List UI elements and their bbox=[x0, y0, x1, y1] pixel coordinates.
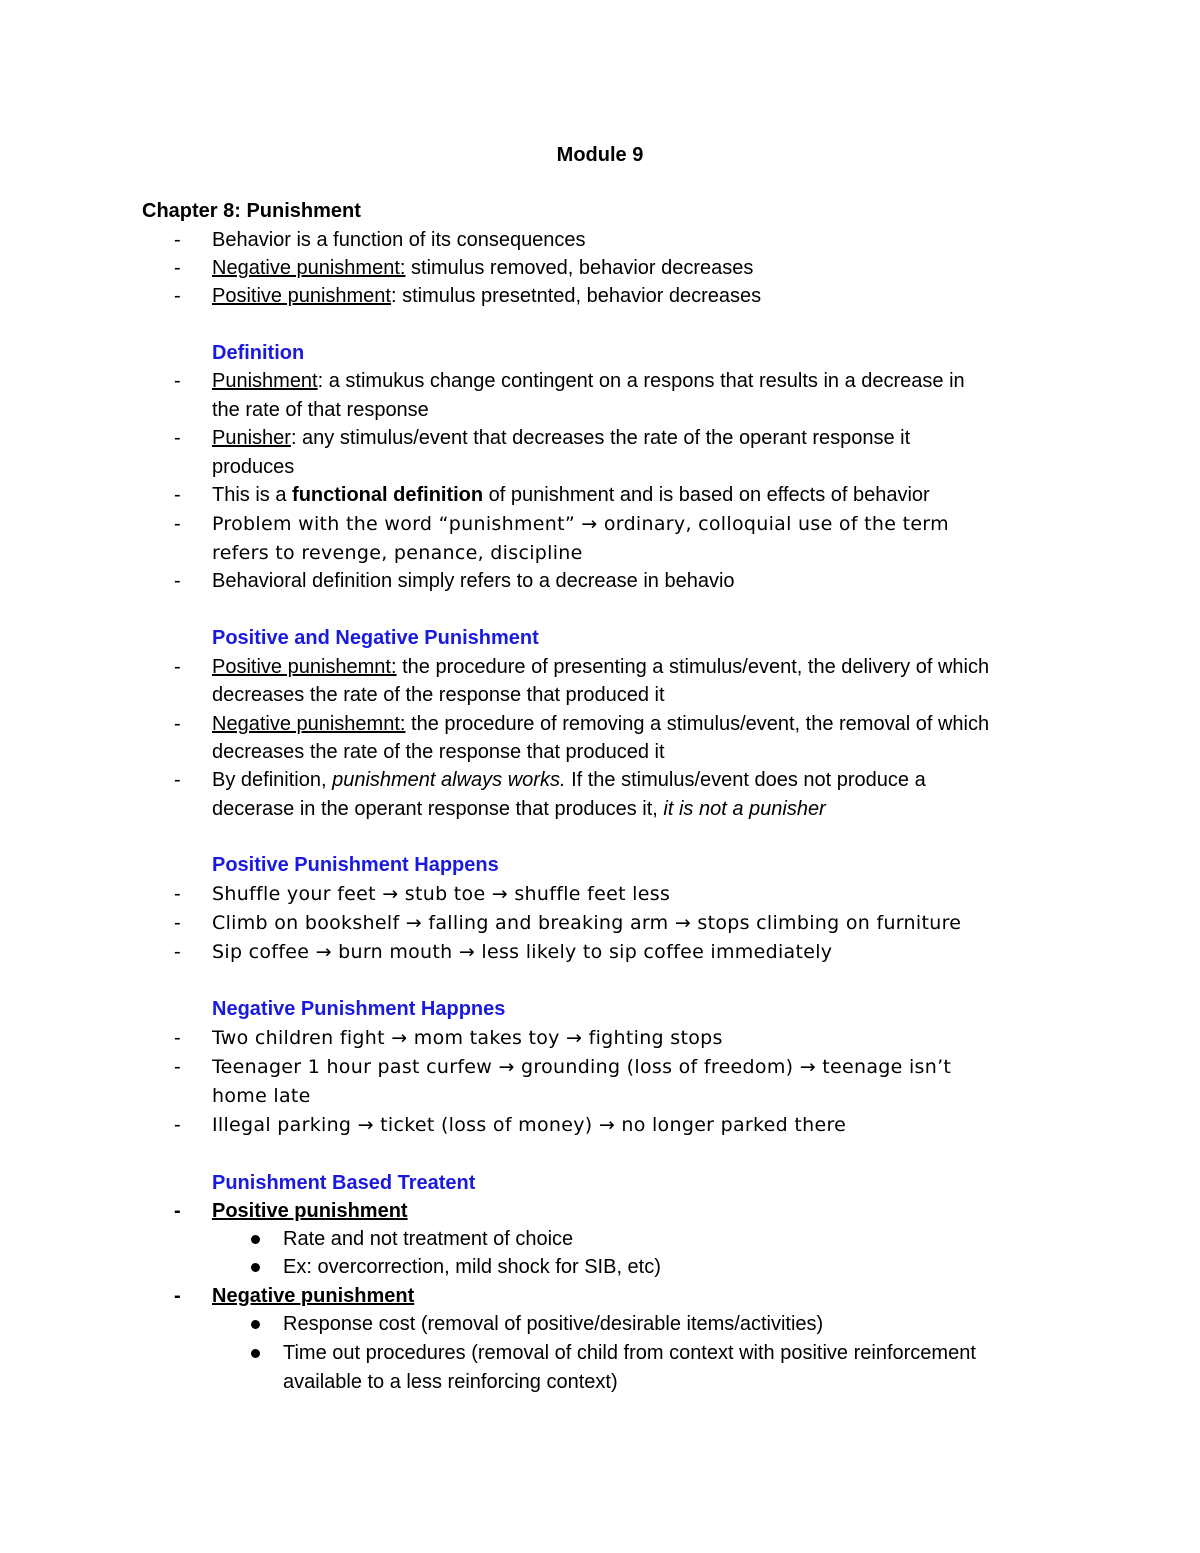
dash-marker: - bbox=[174, 370, 181, 392]
treatment-negative-item-2: Time out procedures (removal of child from context with positive reinforcement bbox=[283, 1342, 976, 1364]
dash-marker: - bbox=[174, 769, 181, 791]
dash-marker: - bbox=[174, 941, 181, 963]
text: If the stimulus/event does not produce a bbox=[565, 769, 926, 791]
dash-marker: - bbox=[174, 912, 181, 934]
text: stimulus removed, behavior decreases bbox=[405, 257, 754, 279]
intro-item-1: Behavior is a function of its consequences bbox=[212, 229, 586, 251]
text: : any stimulus/event that decreases the rate of the operant response it bbox=[290, 427, 911, 449]
bullet-dot bbox=[251, 1263, 260, 1272]
text: the procedure of presenting a stimulus/event, the delivery of which bbox=[396, 656, 990, 678]
dash-marker: - bbox=[174, 1056, 181, 1078]
bullet-dot bbox=[251, 1320, 260, 1329]
dash-marker: - bbox=[174, 285, 181, 307]
term: Negative punishment: bbox=[212, 257, 406, 279]
neg-happens-item-2-cont: home late bbox=[212, 1085, 311, 1107]
dash-marker: - bbox=[174, 1200, 181, 1222]
definition-item-4-cont: refers to revenge, penance, discipline bbox=[212, 542, 583, 564]
section-heading-definition: Definition bbox=[212, 342, 305, 364]
pos-neg-item-2 bbox=[212, 710, 989, 738]
dash-marker: - bbox=[174, 713, 181, 735]
definition-item-1 bbox=[212, 367, 965, 395]
definition-item-5: Behavioral definition simply refers to a decrease in behavio bbox=[212, 570, 735, 592]
pos-neg-item-1-cont: decreases the rate of the response that produced it bbox=[212, 684, 665, 706]
dash-marker: - bbox=[174, 484, 181, 506]
pos-neg-item-3-cont bbox=[212, 795, 826, 823]
dash-marker: - bbox=[174, 513, 181, 535]
treatment-negative bbox=[212, 1282, 414, 1310]
text: By definition, bbox=[212, 769, 333, 791]
pos-neg-item-2-cont: decreases the rate of the response that produced it bbox=[212, 741, 665, 763]
bullet-dot bbox=[251, 1235, 260, 1244]
neg-happens-item-3: Illegal parking → ticket (loss of money) → no longer parked there bbox=[212, 1114, 847, 1136]
dash-marker: - bbox=[174, 257, 181, 279]
dash-marker: - bbox=[174, 570, 181, 592]
text: : a stimukus change contingent on a respons that results in a decrease in bbox=[317, 370, 965, 392]
term: Positive punishemnt: bbox=[212, 656, 397, 678]
pos-happens-item-1: Shuffle your feet → stub toe → shuffle feet less bbox=[212, 883, 671, 905]
dash-marker: - bbox=[174, 883, 181, 905]
term: Negative punishemnt: bbox=[212, 713, 406, 735]
definition-item-2-cont: produces bbox=[212, 456, 295, 478]
term: Positive punishment bbox=[212, 1200, 408, 1222]
section-heading-treatment: Punishment Based Treatent bbox=[212, 1172, 476, 1194]
section-heading-neg-happens: Negative Punishment Happnes bbox=[212, 998, 506, 1020]
chapter-heading: Chapter 8: Punishment bbox=[142, 200, 361, 222]
text: the procedure of removing a stimulus/event, the removal of which bbox=[405, 713, 990, 735]
treatment-negative-item-1: Response cost (removal of positive/desirable items/activities) bbox=[283, 1313, 824, 1335]
text: This is a bbox=[212, 484, 293, 506]
text: of punishment and is based on effects of behavior bbox=[483, 484, 930, 506]
section-heading-pos-neg: Positive and Negative Punishment bbox=[212, 627, 539, 649]
treatment-positive-item-2: Ex: overcorrection, mild shock for SIB, etc) bbox=[283, 1256, 661, 1278]
treatment-negative-item-2-cont: available to a less reinforcing context) bbox=[283, 1371, 618, 1393]
treatment-positive-item-1: Rate and not treatment of choice bbox=[283, 1228, 574, 1250]
intro-item-2 bbox=[212, 254, 753, 282]
pos-happens-item-3: Sip coffee → burn mouth → less likely to sip coffee immediately bbox=[212, 941, 833, 963]
bullet-dot bbox=[251, 1349, 260, 1358]
dash-marker: - bbox=[174, 1114, 181, 1136]
definition-item-1-cont: the rate of that response bbox=[212, 399, 429, 421]
definition-item-3 bbox=[212, 481, 930, 509]
dash-marker: - bbox=[174, 1285, 181, 1307]
term: Positive punishment bbox=[212, 285, 391, 307]
definition-item-4: Problem with the word “punishment” → ordinary, colloquial use of the term bbox=[212, 513, 949, 535]
dash-marker: - bbox=[174, 427, 181, 449]
italic-text: it is not a punisher bbox=[663, 798, 826, 820]
bold-term: functional definition bbox=[292, 484, 484, 506]
dash-marker: - bbox=[174, 656, 181, 678]
pos-neg-item-3 bbox=[212, 766, 926, 794]
italic-text: punishment always works. bbox=[332, 769, 566, 791]
neg-happens-item-2: Teenager 1 hour past curfew → grounding (loss of freedom) → teenage isn’t bbox=[212, 1056, 952, 1078]
text: decerase in the operant response that produces it, bbox=[212, 798, 664, 820]
pos-neg-item-1 bbox=[212, 653, 989, 681]
text: : stimulus presetnted, behavior decreases bbox=[390, 285, 762, 307]
pos-happens-item-2: Climb on bookshelf → falling and breaking arm → stops climbing on furniture bbox=[212, 912, 962, 934]
dash-marker: - bbox=[174, 229, 181, 251]
section-heading-pos-happens: Positive Punishment Happens bbox=[212, 854, 499, 876]
intro-item-3 bbox=[212, 282, 761, 310]
term: Punisher bbox=[212, 427, 291, 449]
page-title: Module 9 bbox=[556, 144, 644, 166]
term: Punishment bbox=[212, 370, 318, 392]
neg-happens-item-1: Two children fight → mom takes toy → fighting stops bbox=[212, 1027, 723, 1049]
treatment-positive bbox=[212, 1197, 408, 1225]
dash-marker: - bbox=[174, 1027, 181, 1049]
definition-item-2 bbox=[212, 424, 910, 452]
term: Negative punishment bbox=[212, 1285, 415, 1307]
